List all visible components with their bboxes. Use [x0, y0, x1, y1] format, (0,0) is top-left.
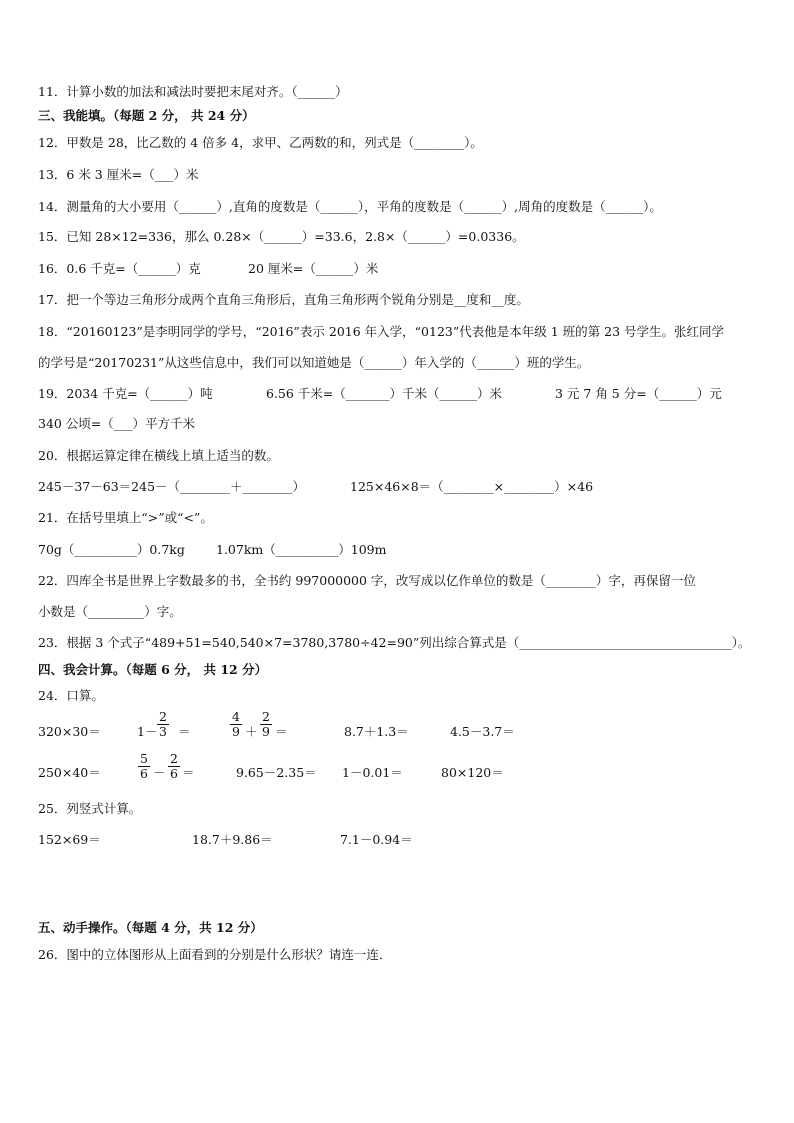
question-21a: 70g（__________）0.7kg [38, 542, 185, 557]
question-17: 17．把一个等边三角形分成两个直角三角形后，直角三角形两个锐角分别是__度和__度。 [38, 292, 529, 307]
vertical-calc-1: 152×69＝ [38, 832, 101, 847]
question-15: 15．已知 28×12=336，那么 0.28×（______）=33.6，2.8×（______）=0.0336。 [38, 229, 525, 244]
calc-2-numerator: 2 [159, 709, 167, 724]
question-12: 12．甲数是 28，比乙数的 4 倍多 4，求甲、乙两数的和，列式是（________）。 [38, 135, 483, 150]
calc-3-numerator-2: 2 [262, 709, 270, 724]
calc-10: 80×120＝ [441, 765, 504, 780]
question-16b: 20 厘米=（______）米 [248, 261, 379, 276]
calc-7-numerator-2: 2 [170, 751, 178, 766]
question-18-line1: 18．“20160123”是李明同学的学号，“2016”表示 2016 年入学，“0123”代表他是本年级 1 班的第 23 号学生。张红同学 [38, 324, 725, 339]
question-14: 14．测量角的大小要用（______）,直角的度数是（______），平角的度数是（______）,周角的度数是（______）。 [38, 199, 662, 214]
question-24: 24．口算。 [38, 688, 104, 703]
calc-3-fraction-2 [260, 710, 272, 739]
question-16a: 16．0.6 千克=（______）克 [38, 261, 201, 276]
section-4-title: 四、我会计算。（每题 6 分， 共 12 分） [38, 662, 268, 677]
section-5-title: 五、动手操作。（每题 4 分，共 12 分） [38, 920, 263, 935]
calc-3-operator: ＋ [245, 724, 258, 739]
vertical-calc-3: 7.1－0.94＝ [340, 832, 413, 847]
question-23: 23．根据 3 个式子“489+51=540,540×7=3780,3780÷42=90”列出综合算式是（__________________________________）。 [38, 635, 751, 650]
calc-2-fraction [157, 710, 169, 739]
question-19a: 19．2034 千克=（______）吨 [38, 386, 213, 401]
calc-2-prefix: 1－ [137, 724, 158, 739]
calc-7-denominator-1: 6 [140, 766, 148, 781]
calc-2-equals: ＝ [178, 724, 191, 739]
calc-4: 8.7＋1.3＝ [344, 724, 409, 739]
vertical-calc-2: 18.7＋9.86＝ [192, 832, 273, 847]
question-26: 26．图中的立体图形从上面看到的分别是什么形状？请连一连． [38, 947, 392, 962]
calc-9: 1－0.01＝ [342, 765, 403, 780]
calc-3-equals: ＝ [275, 724, 288, 739]
question-19c: 3 元 7 角 5 分=（______）元 [555, 386, 722, 401]
question-20: 20．根据运算定律在横线上填上适当的数。 [38, 448, 279, 463]
calc-7-denominator-2: 6 [170, 766, 178, 781]
section-3-title: 三、我能填。（每题 2 分， 共 24 分） [38, 108, 255, 123]
question-25: 25．列竖式计算。 [38, 801, 142, 816]
question-19d: 340 公顷=（___）平方千米 [38, 416, 196, 431]
question-11: 11．计算小数的加法和减法时要把末尾对齐。（______） [38, 84, 348, 99]
calc-8: 9.65－2.35＝ [236, 765, 317, 780]
calc-7-equals: ＝ [182, 765, 195, 780]
calc-3-fraction-1 [230, 710, 242, 739]
calc-7-operator: － [153, 765, 166, 780]
question-22-line2: 小数是（_________）字。 [38, 604, 182, 619]
calc-3-denominator-2: 9 [262, 724, 270, 739]
calc-7-fraction-1 [138, 752, 150, 781]
calc-3-numerator-1: 4 [232, 709, 240, 724]
question-19b: 6.56 千米=（_______）千米（______）米 [266, 386, 503, 401]
question-20a: 245－37－63＝245－（________＋________） [38, 479, 306, 494]
question-22-line1: 22．四库全书是世界上字数最多的书，全书约 997000000 字，改写成以亿作单位的数是（________）字，再保留一位 [38, 573, 696, 588]
calc-7-numerator-1: 5 [140, 751, 148, 766]
calc-2-denominator: 3 [159, 724, 167, 739]
question-21b: 1.07km（__________）109m [216, 542, 387, 557]
question-21: 21．在括号里填上“>”或“<”。 [38, 510, 213, 525]
calc-5: 4.5－3.7＝ [450, 724, 515, 739]
calc-7-fraction-2 [168, 752, 180, 781]
question-13: 13．6 米 3 厘米=（___）米 [38, 167, 199, 182]
calc-6: 250×40＝ [38, 765, 101, 780]
calc-1: 320×30＝ [38, 724, 101, 739]
question-20b: 125×46×8＝（________×________）×46 [350, 479, 594, 494]
calc-3-denominator-1: 9 [232, 724, 240, 739]
question-18-line2: 的学号是“20170231”从这些信息中，我们可以知道她是（______）年入学的（______）班的学生。 [38, 355, 590, 370]
